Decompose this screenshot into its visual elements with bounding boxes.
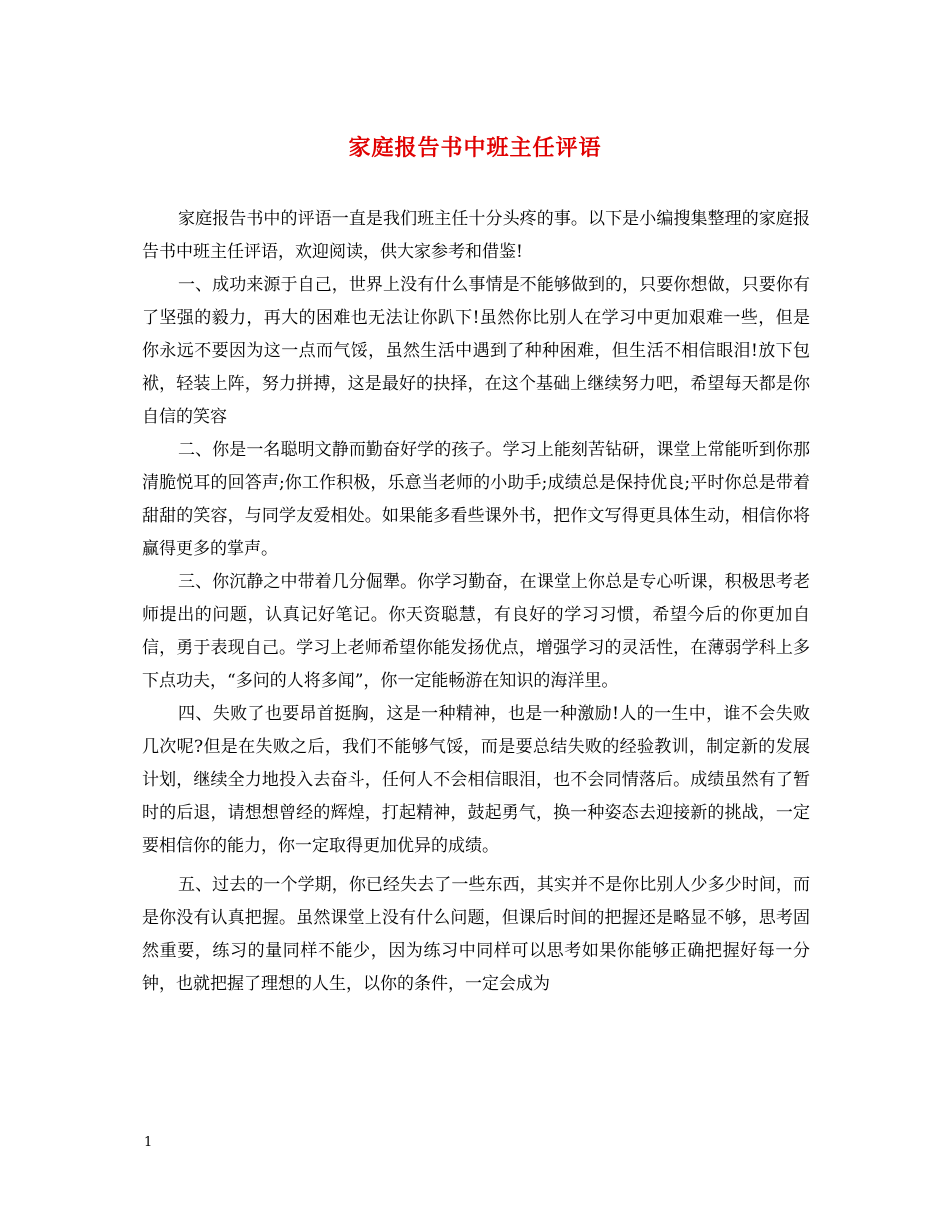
paragraph-2: 二、你是一名聪明文静而勤奋好学的孩子。学习上能刻苦钻研，课堂上常能听到你那清脆悦耳的回答声;你工作积极，乐意当老师的小助手;成绩总是保持优良;平时你总是带着甜甜的笑容，与同学友爱相处。如果能多看些课外书，把作文写得更具体生动，相信你将赢得更多的掌声。 bbox=[142, 440, 810, 559]
paragraph-4: 四、失败了也要昂首挺胸，这是一种精神，也是一种激励!人的一生中，谁不会失败几次呢?但是在失败之后，我们不能够气馁，而是要总结失败的经验教训，制定新的发展计划，继续全力地投入去奋斗，任何人不会相信眼泪，也不会同情落后。成绩虽然有了暂时的后退，请想想曾经的辉煌，打起精神，鼓起勇气，换一种姿态去迎接新的挑战，一定要相信你的能力，你一定取得更加优异的成绩。 bbox=[142, 704, 810, 856]
paragraph-5: 五、过去的一个学期，你已经失去了一些东西，其实并不是你比别人少多少时间，而是你没有认真把握。虽然课堂上没有什么问题，但课后时间的把握还是略显不够，思考固然重要，练习的量同样不能少，因为练习中同样可以思考如果你能够正确把握好每一分钟，也就把握了理想的人生，以你的条件，一定会成为 bbox=[142, 875, 810, 994]
page-number: 1 bbox=[144, 1135, 153, 1150]
document-title: 家庭报告书中班主任评语 bbox=[348, 135, 602, 161]
paragraph-1: 一、成功来源于自己，世界上没有什么事情是不能够做到的，只要你想做，只要你有了坚强的毅力，再大的困难也无法让你趴下!虽然你比别人在学习中更加艰难一些，但是你永远不要因为这一点而气馁，虽然生活中遇到了种种困难，但生活不相信眼泪!放下包袱，轻装上阵，努力拼搏，这是最好的抉择，在这个基础上继续努力吧，希望每天都是你自信的笑容 bbox=[142, 275, 810, 427]
paragraph-intro: 家庭报告书中的评语一直是我们班主任十分头疼的事。以下是小编搜集整理的家庭报告书中班主任评语，欢迎阅读，供大家参考和借鉴! bbox=[142, 209, 810, 262]
paragraph-3: 三、你沉静之中带着几分倔犟。你学习勤奋，在课堂上你总是专心听课，积极思考老师提出的问题，认真记好笔记。你天资聪慧，有良好的学习习惯，希望今后的你更加自信，勇于表现自己。学习上老师希望你能发扬优点，增强学习的灵活性，在薄弱学科上多下点功夫，“多问的人将多闻”，你一定能畅游在知识的海洋里。 bbox=[142, 572, 810, 691]
document-body bbox=[142, 203, 810, 1001]
